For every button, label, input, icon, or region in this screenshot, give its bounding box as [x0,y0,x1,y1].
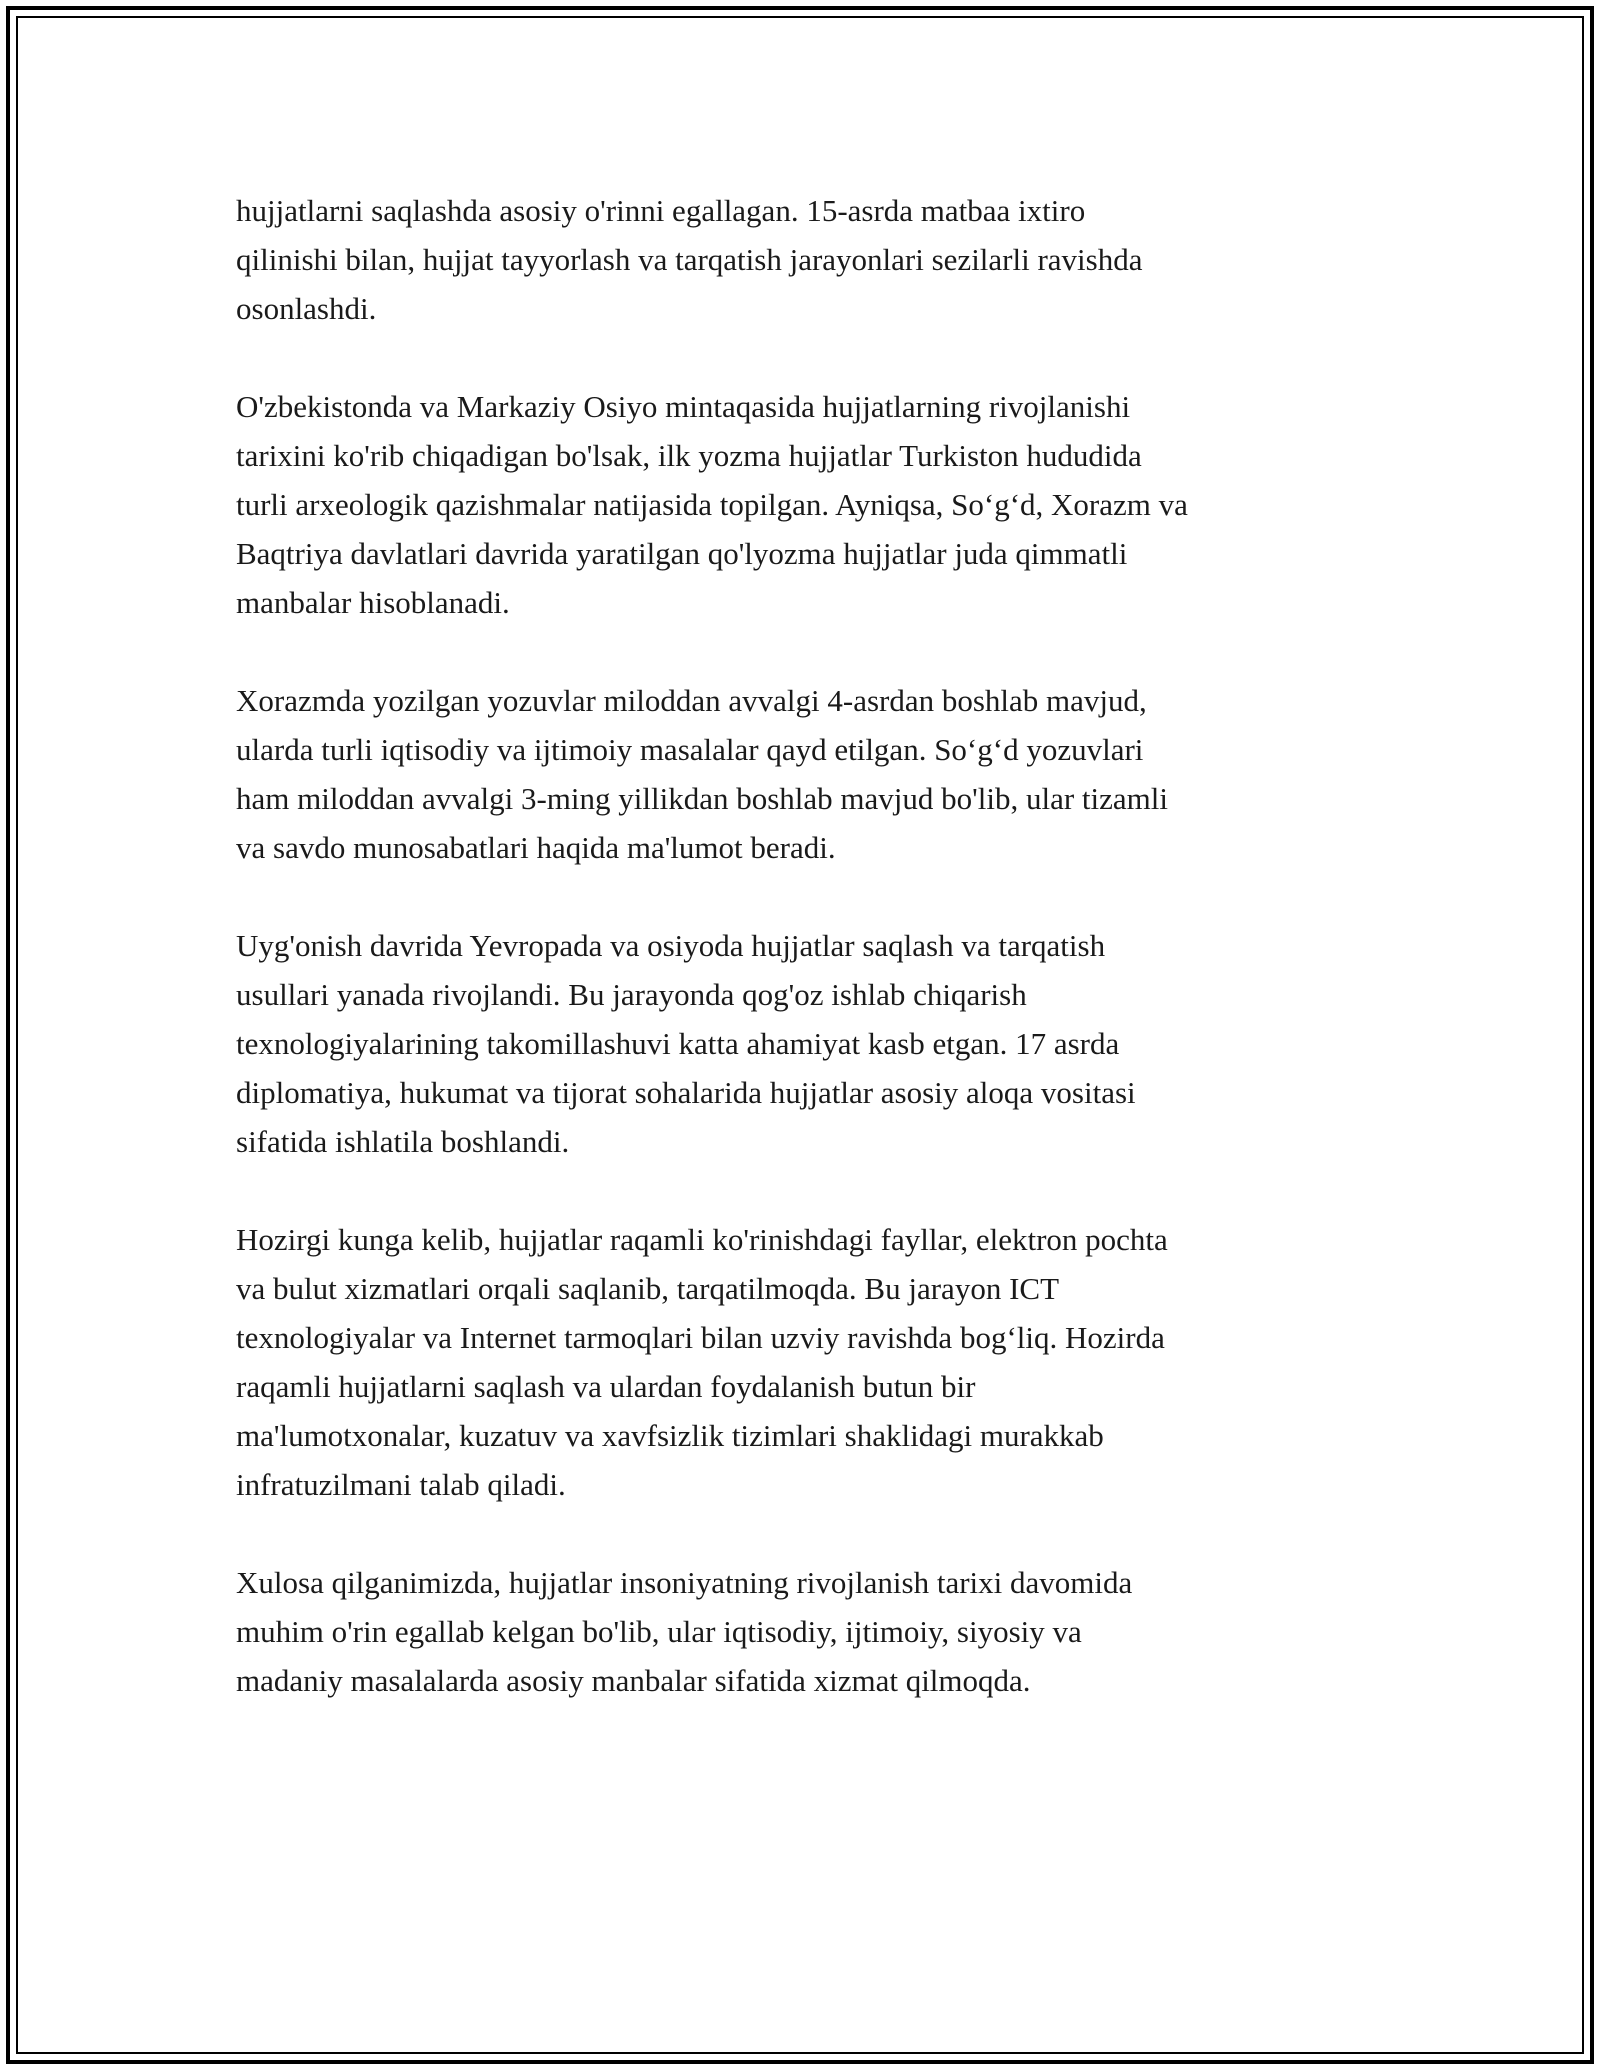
paragraph-conclusion: Xulosa qilganimizda, hujjatlar insoniyatning rivojlanish tarixi davomida muhim o'rin egallab kelgan bo'lib, ular iqtisodiy, ijtimoiy, siyosiy va madaniy masalalarda asosiy manbalar sifatida xizmat qilmoqda. [236,1565,1133,1698]
paragraph-khorezm-sogd-writings: Xorazmda yozilgan yozuvlar miloddan avvalgi 4-asrdan boshlab mavjud, ularda turli iqtisodiy va ijtimoiy masalalar qayd etilgan. So‘g‘d yozuvlari ham miloddan avvalgi 3-ming yillikdan boshlab mavjud bo'lib, ular tizamli va savdo munosabatlari haqida ma'lumot beradi. [236,683,1168,865]
paragraph-digital-documents: Hozirgi kunga kelib, hujjatlar raqamli ko'rinishdagi fayllar, elektron pochta va bulut xizmatlari orqali saqlanib, tarqatilmoqda. Bu jarayon ICT texnologiyalar va Internet tarmoqlari bilan uzviy ravishda bog‘liq. Hozirda raqamli hujjatlarni saqlash va ulardan foydalanish butun bir ma'lumotxonalar, kuzatuv va xavfsizlik tizimlari shaklidagi murakkab infratuzilmani talab qiladi. [236,1222,1168,1502]
paragraph-central-asia-history: O'zbekistonda va Markaziy Osiyo mintaqasida hujjatlarning rivojlanishi tarixini ko'rib chiqadigan bo'lsak, ilk yozma hujjatlar Turkiston hududida turli arxeologik qazishmalar natijasida topilgan. Ayniqsa, So‘g‘d, Xorazm va Baqtriya davlatlari davrida yaratilgan qo'lyozma hujjatlar juda qimmatli manbalar hisoblanadi. [236,389,1188,620]
paragraph-printing-history: hujjatlarni saqlashda asosiy o'rinni egallagan. 15-asrda matbaa ixtiro qilinishi bilan, hujjat tayyorlash va tarqatish jarayonlari sezilarli ravishda osonlashdi. [236,193,1143,326]
paragraph-renaissance-period: Uyg'onish davrida Yevropada va osiyoda hujjatlar saqlash va tarqatish usullari yanada rivojlandi. Bu jarayonda qog'oz ishlab chiqarish texnologiyalarining takomillashuvi katta ahamiyat kasb etgan. 17 asrda diplomatiya, hukumat va tijorat sohalarida hujjatlar asosiy aloqa vositasi sifatida ishlatila boshlandi. [236,928,1136,1159]
document-body [236,186,1376,1705]
